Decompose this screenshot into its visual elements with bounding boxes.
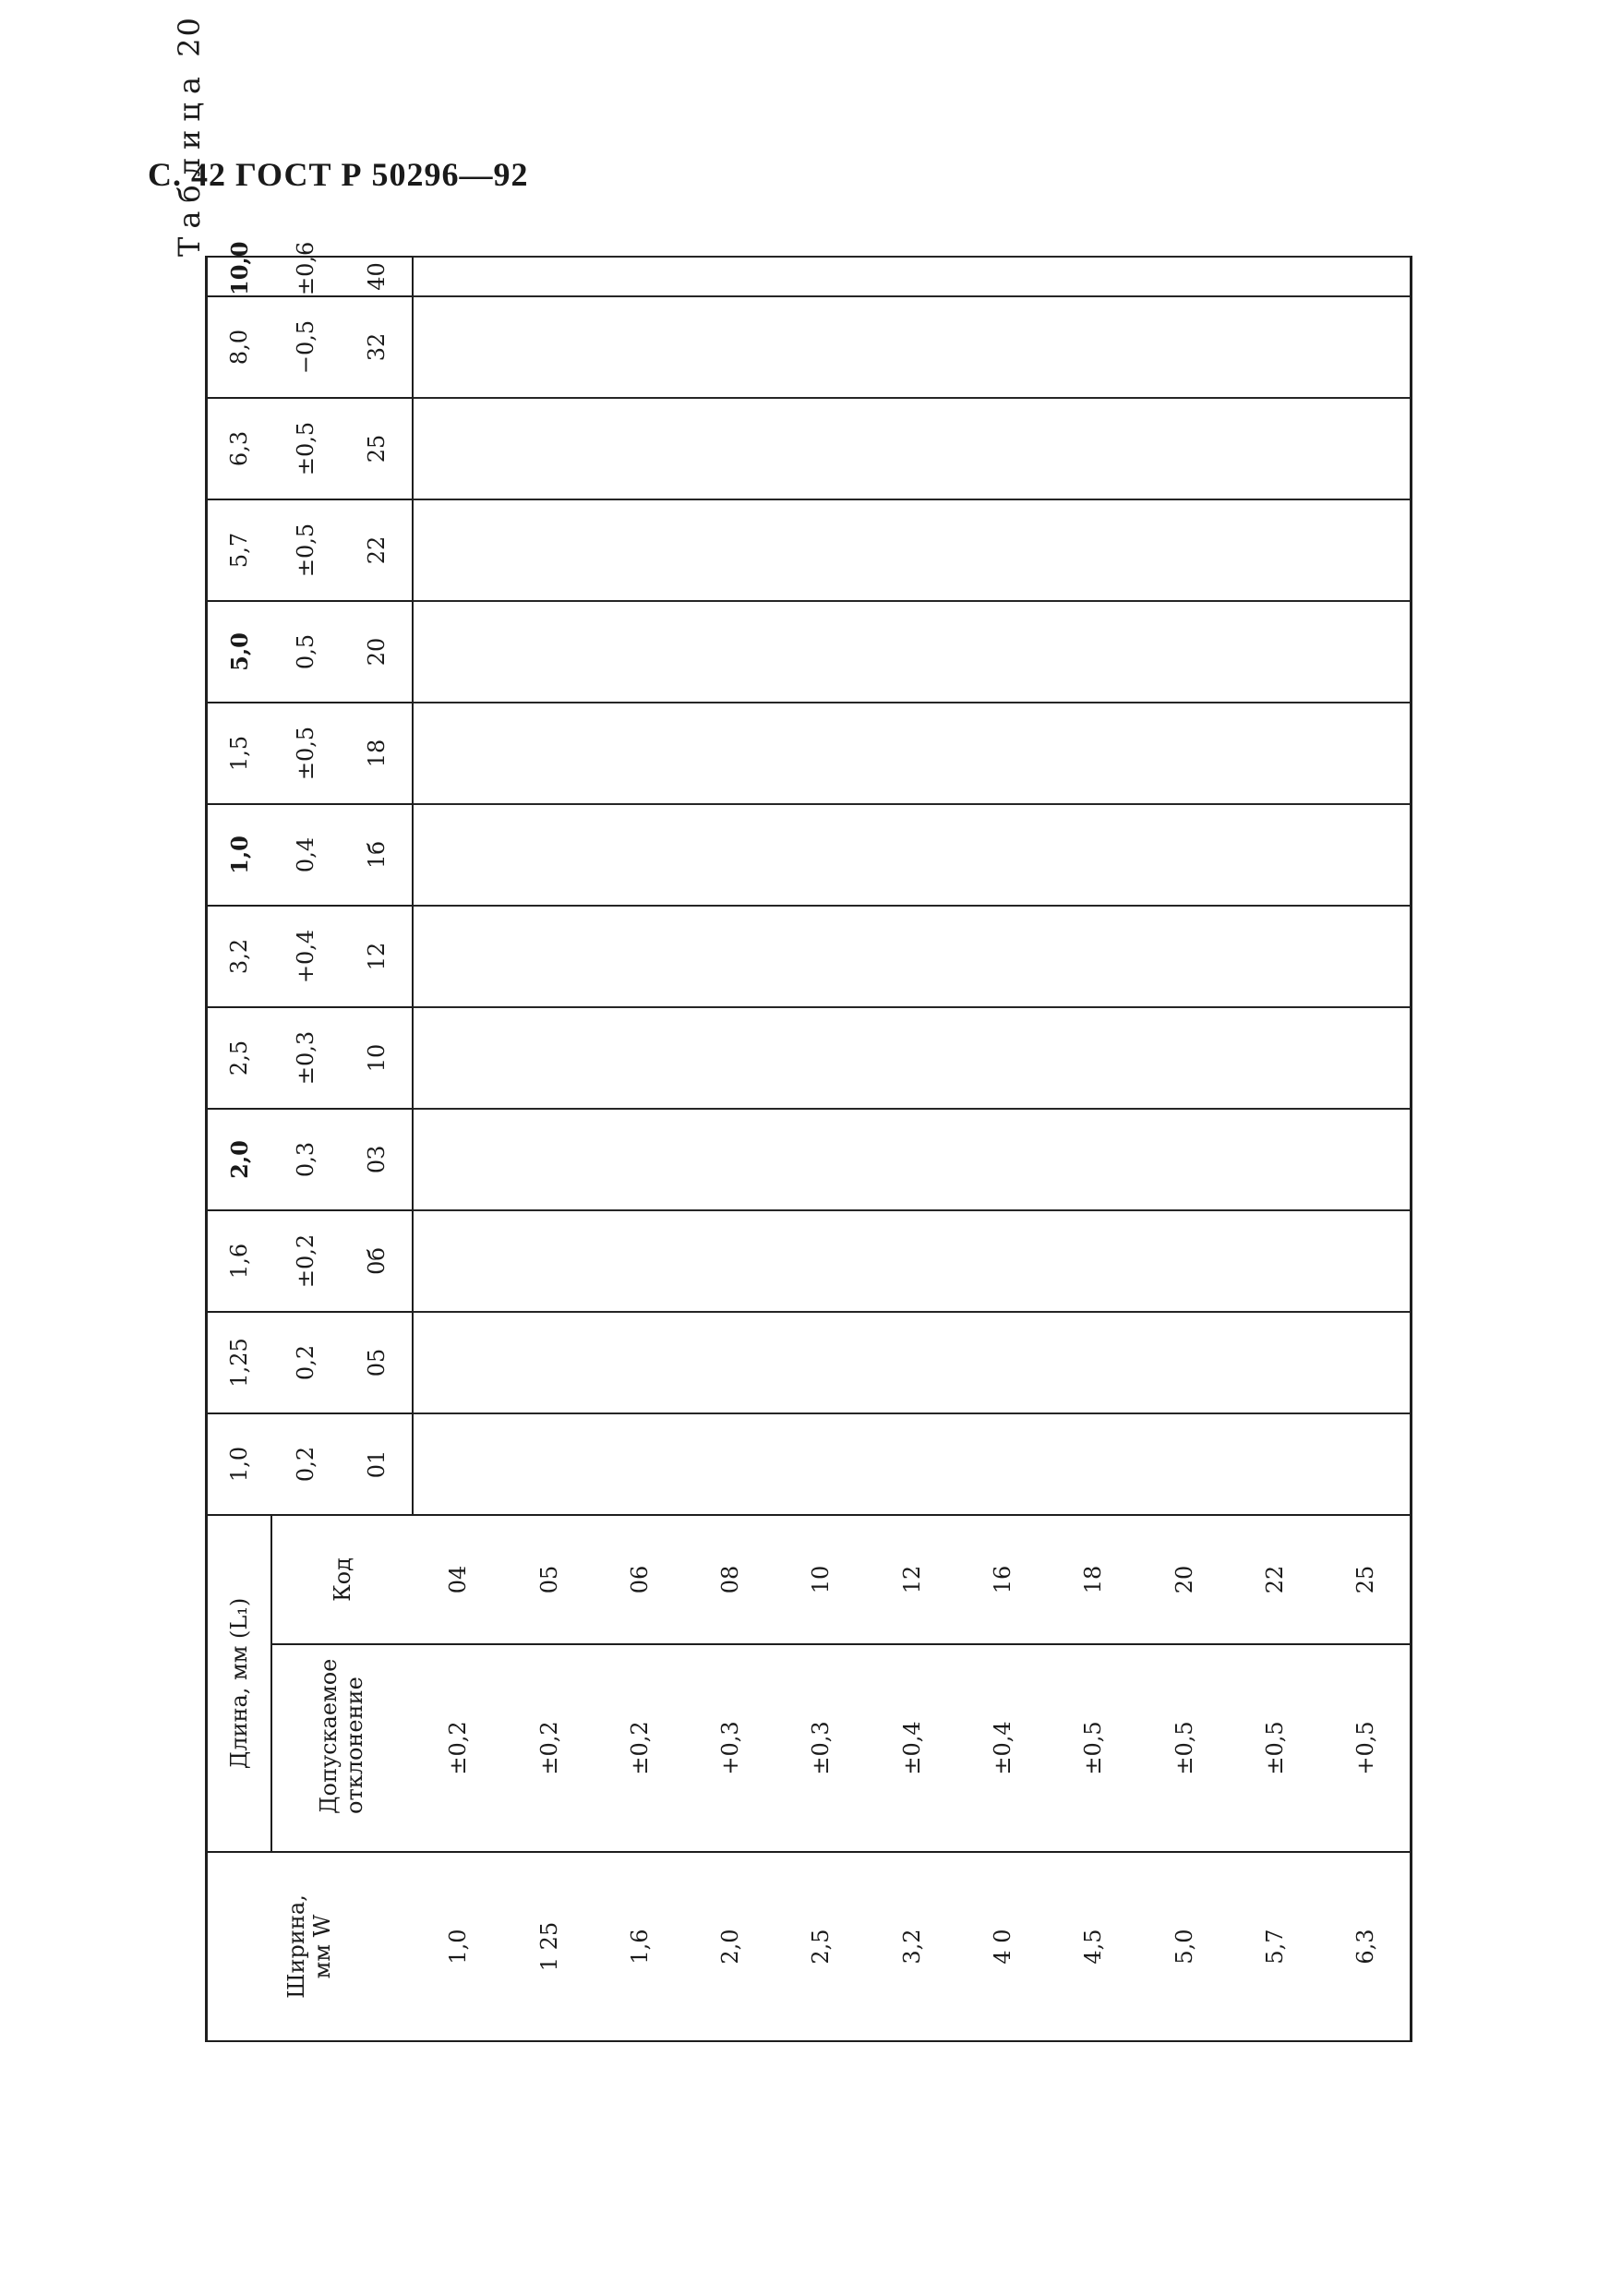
table-cell: [413, 1210, 503, 1312]
length-tolerance: 0,5: [271, 601, 341, 703]
table-cell: [775, 906, 866, 1007]
row-tolerance: ±0,2: [413, 1644, 503, 1852]
table-cell: [775, 1007, 866, 1109]
width-header: [207, 1852, 414, 2041]
table-cell: [775, 703, 866, 804]
table-cell: [413, 398, 503, 499]
length-code: 01: [341, 1413, 413, 1515]
table-cell: [775, 1210, 866, 1312]
table-cell: [1048, 1109, 1138, 1210]
length-value: 3,2: [207, 906, 271, 1007]
page-header: С. 42 ГОСТ Р 50296—92: [148, 156, 529, 193]
table-row: [1139, 257, 1230, 2041]
table-cell: [1139, 398, 1230, 499]
table-cell: [1320, 1109, 1411, 1210]
table-cell: [1139, 499, 1230, 601]
table-row: [957, 257, 1048, 2041]
length-code: 40: [341, 257, 413, 296]
table-cell: [957, 1312, 1048, 1413]
table-cell: [1320, 257, 1411, 296]
table-cell: [595, 1109, 685, 1210]
table-cell: [595, 804, 685, 906]
table-cell: [1048, 906, 1138, 1007]
tolerance-header: [271, 1644, 413, 1852]
table-cell: [595, 1312, 685, 1413]
table-cell: [1320, 1210, 1411, 1312]
row-code: 04: [413, 1515, 503, 1644]
header-row-length: [207, 257, 271, 2041]
length-tolerance: ±0,5: [271, 499, 341, 601]
table-cell: [685, 1210, 775, 1312]
table-cell: [685, 804, 775, 906]
table-cell: [957, 804, 1048, 906]
row-width: 1,6: [595, 1852, 685, 2041]
table-cell: [1320, 296, 1411, 398]
table-cell: [1320, 499, 1411, 601]
table-cell: [685, 1109, 775, 1210]
length-code: 20: [341, 601, 413, 703]
row-code: 05: [503, 1515, 594, 1644]
length-value: 1,0: [207, 1413, 271, 1515]
table-cell: [1230, 906, 1320, 1007]
header-row-tolerance: [271, 257, 341, 2041]
table-cell: [867, 703, 957, 804]
table-cell: [503, 804, 594, 906]
table-cell: [1139, 703, 1230, 804]
table-cell: [413, 1007, 503, 1109]
table-cell: [957, 1210, 1048, 1312]
length-code: 32: [341, 296, 413, 398]
table-cell: [1320, 804, 1411, 906]
row-code: 25: [1320, 1515, 1411, 1644]
table-cell: [957, 1109, 1048, 1210]
table-cell: [503, 1413, 594, 1515]
row-code: 18: [1048, 1515, 1138, 1644]
length-tolerance: ±0,2: [271, 1210, 341, 1312]
table-cell: [775, 499, 866, 601]
table-cell: [867, 804, 957, 906]
table-row: [1048, 257, 1138, 2041]
table-cell: [1048, 499, 1138, 601]
table-cell: [1139, 804, 1230, 906]
table-row: [775, 257, 866, 2041]
table-cell: [413, 257, 503, 296]
table-cell: [957, 1413, 1048, 1515]
table-cell: [957, 1007, 1048, 1109]
table-cell: [685, 703, 775, 804]
length-header: Длина, мм (L₁): [207, 1515, 271, 1852]
row-code: 06: [595, 1515, 685, 1644]
row-tolerance: +0,5: [1320, 1644, 1411, 1852]
table-cell: [595, 601, 685, 703]
table-cell: [1320, 1312, 1411, 1413]
length-value: 2,0: [207, 1109, 271, 1210]
length-code: 10: [341, 1007, 413, 1109]
row-tolerance: ±0,5: [1139, 1644, 1230, 1852]
table-cell: [1139, 257, 1230, 296]
table-cell: [957, 296, 1048, 398]
length-code: 25: [341, 398, 413, 499]
table-cell: [685, 398, 775, 499]
table-cell: [957, 906, 1048, 1007]
table-cell: [1139, 601, 1230, 703]
table-cell: [867, 1109, 957, 1210]
table-cell: [867, 296, 957, 398]
code-header: Код: [271, 1515, 413, 1644]
table-cell: [413, 906, 503, 1007]
table-cell: [413, 1109, 503, 1210]
table-row: [595, 257, 685, 2041]
table-cell: [503, 499, 594, 601]
row-code: 10: [775, 1515, 866, 1644]
row-width: 5,7: [1230, 1852, 1320, 2041]
width-header-label: Ширина, мм W: [283, 1894, 336, 1999]
row-width: 5,0: [1139, 1852, 1230, 2041]
table-cell: [1320, 703, 1411, 804]
table-cell: [867, 499, 957, 601]
table-cell: [1048, 804, 1138, 906]
table-cell: [1048, 1413, 1138, 1515]
table-cell: [503, 1109, 594, 1210]
row-width: 6,3: [1320, 1852, 1411, 2041]
table-cell: [1230, 296, 1320, 398]
table-cell: [775, 601, 866, 703]
row-tolerance: ±0,5: [1230, 1644, 1320, 1852]
table-cell: [503, 1312, 594, 1413]
table-cell: [685, 906, 775, 1007]
length-code: 12: [341, 906, 413, 1007]
table-cell: [1048, 1210, 1138, 1312]
table-cell: [775, 1413, 866, 1515]
length-tolerance: ±0,3: [271, 1007, 341, 1109]
table-caption-word: Таблица: [172, 68, 207, 257]
table-cell: [685, 296, 775, 398]
length-code: 0б: [341, 1210, 413, 1312]
row-tolerance: ±0,5: [1048, 1644, 1138, 1852]
table-cell: [503, 906, 594, 1007]
table-cell: [1230, 1312, 1320, 1413]
table-cell: [867, 1007, 957, 1109]
table-cell: [1139, 1312, 1230, 1413]
row-width: 2,0: [685, 1852, 775, 2041]
table-cell: [595, 906, 685, 1007]
table-cell: [957, 499, 1048, 601]
table-cell: [957, 257, 1048, 296]
length-value: 1,25: [207, 1312, 271, 1413]
length-code: 05: [341, 1312, 413, 1413]
table-cell: [775, 1312, 866, 1413]
table-cell: [595, 1007, 685, 1109]
table-caption-number: 20: [172, 16, 207, 57]
table-cell: [413, 804, 503, 906]
table-cell: [1230, 804, 1320, 906]
row-code: 12: [867, 1515, 957, 1644]
table-row: [503, 257, 594, 2041]
row-width: 1,0: [413, 1852, 503, 2041]
table-cell: [413, 1312, 503, 1413]
table-20: [205, 241, 1412, 2042]
table-cell: [1139, 1210, 1230, 1312]
length-tolerance: 0,3: [271, 1109, 341, 1210]
table-cell: [1230, 1109, 1320, 1210]
table-cell: [867, 1210, 957, 1312]
table-cell: [595, 296, 685, 398]
dimensions-table: [205, 241, 1412, 2042]
table-cell: [685, 257, 775, 296]
length-tolerance: ±0,6: [271, 257, 341, 296]
table-cell: [1320, 398, 1411, 499]
table-row: [413, 257, 503, 2041]
table-cell: [1139, 296, 1230, 398]
table-cell: [503, 601, 594, 703]
table-cell: [595, 1210, 685, 1312]
table-cell: [685, 1007, 775, 1109]
row-tolerance: ±0,4: [867, 1644, 957, 1852]
row-code: 22: [1230, 1515, 1320, 1644]
length-tolerance: +0,4: [271, 906, 341, 1007]
length-code: 22: [341, 499, 413, 601]
table-cell: [685, 499, 775, 601]
tolerance-header-label: Допускаемое отклонение: [316, 1658, 367, 1814]
table-cell: [595, 703, 685, 804]
table-cell: [1048, 703, 1138, 804]
table-cell: [1230, 1007, 1320, 1109]
table-cell: [1230, 601, 1320, 703]
table-cell: [867, 1312, 957, 1413]
table-cell: [1230, 499, 1320, 601]
table-row: [685, 257, 775, 2041]
length-tolerance: 0,2: [271, 1312, 341, 1413]
table-cell: [503, 296, 594, 398]
table-row: [867, 257, 957, 2041]
table-cell: [595, 398, 685, 499]
length-code: 1б: [341, 804, 413, 906]
length-code: 18: [341, 703, 413, 804]
table-cell: [1048, 1312, 1138, 1413]
length-value: 1,0: [207, 804, 271, 906]
row-code: 20: [1139, 1515, 1230, 1644]
table-cell: [775, 804, 866, 906]
table-row: [1320, 257, 1411, 2041]
table-cell: [413, 703, 503, 804]
table-cell: [503, 1210, 594, 1312]
length-value: 5,0: [207, 601, 271, 703]
table-cell: [413, 1413, 503, 1515]
length-code: 0З: [341, 1109, 413, 1210]
length-value: 2,5: [207, 1007, 271, 1109]
row-code: 08: [685, 1515, 775, 1644]
table-cell: [867, 906, 957, 1007]
table-cell: [775, 257, 866, 296]
length-value: 8,0: [207, 296, 271, 398]
table-cell: [867, 257, 957, 296]
table-row: [1230, 257, 1320, 2041]
table-cell: [595, 499, 685, 601]
length-value: 6,3: [207, 398, 271, 499]
table-cell: [1320, 1007, 1411, 1109]
row-tolerance: ±0,4: [957, 1644, 1048, 1852]
table-cell: [685, 1312, 775, 1413]
length-value: 1,6: [207, 1210, 271, 1312]
row-tolerance: ±0,2: [595, 1644, 685, 1852]
row-width: 3,2: [867, 1852, 957, 2041]
table-cell: [1139, 1109, 1230, 1210]
table-cell: [1139, 1007, 1230, 1109]
table-cell: [595, 257, 685, 296]
row-code: 16: [957, 1515, 1048, 1644]
row-width: 4 0: [957, 1852, 1048, 2041]
table-cell: [413, 296, 503, 398]
table-cell: [503, 257, 594, 296]
table-cell: [595, 1413, 685, 1515]
length-tolerance: ±0,5: [271, 398, 341, 499]
table-caption: [172, 16, 207, 257]
table-cell: [867, 601, 957, 703]
table-cell: [1320, 906, 1411, 1007]
table-cell: [1048, 1007, 1138, 1109]
table-cell: [775, 296, 866, 398]
table-cell: [685, 1413, 775, 1515]
row-width: 2,5: [775, 1852, 866, 2041]
length-value: 5,7: [207, 499, 271, 601]
table-cell: [1230, 398, 1320, 499]
table-cell: [685, 601, 775, 703]
table-cell: [1320, 601, 1411, 703]
table-cell: [957, 398, 1048, 499]
table-cell: [1230, 703, 1320, 804]
length-tolerance: −0,5: [271, 296, 341, 398]
table-cell: [1048, 601, 1138, 703]
table-cell: [1048, 257, 1138, 296]
length-tolerance: ±0,5: [271, 703, 341, 804]
table-cell: [957, 601, 1048, 703]
table-cell: [503, 398, 594, 499]
table-cell: [413, 601, 503, 703]
row-width: 1 25: [503, 1852, 594, 2041]
table-cell: [1048, 296, 1138, 398]
table-cell: [1320, 1413, 1411, 1515]
table-cell: [1230, 1413, 1320, 1515]
table-cell: [775, 398, 866, 499]
table-cell: [1048, 398, 1138, 499]
table-cell: [413, 499, 503, 601]
table-cell: [1230, 257, 1320, 296]
row-tolerance: ±0,3: [775, 1644, 866, 1852]
length-value: 10,0: [207, 257, 271, 296]
length-value: 1,5: [207, 703, 271, 804]
table-cell: [867, 1413, 957, 1515]
table-cell: [1139, 1413, 1230, 1515]
table-cell: [1139, 906, 1230, 1007]
table-cell: [503, 1007, 594, 1109]
table-cell: [1230, 1210, 1320, 1312]
row-tolerance: +0,3: [685, 1644, 775, 1852]
row-tolerance: ±0,2: [503, 1644, 594, 1852]
length-tolerance: 0,2: [271, 1413, 341, 1515]
table-cell: [957, 703, 1048, 804]
row-width: 4,5: [1048, 1852, 1138, 2041]
length-tolerance: 0,4: [271, 804, 341, 906]
table-cell: [503, 703, 594, 804]
table-cell: [775, 1109, 866, 1210]
table-cell: [867, 398, 957, 499]
